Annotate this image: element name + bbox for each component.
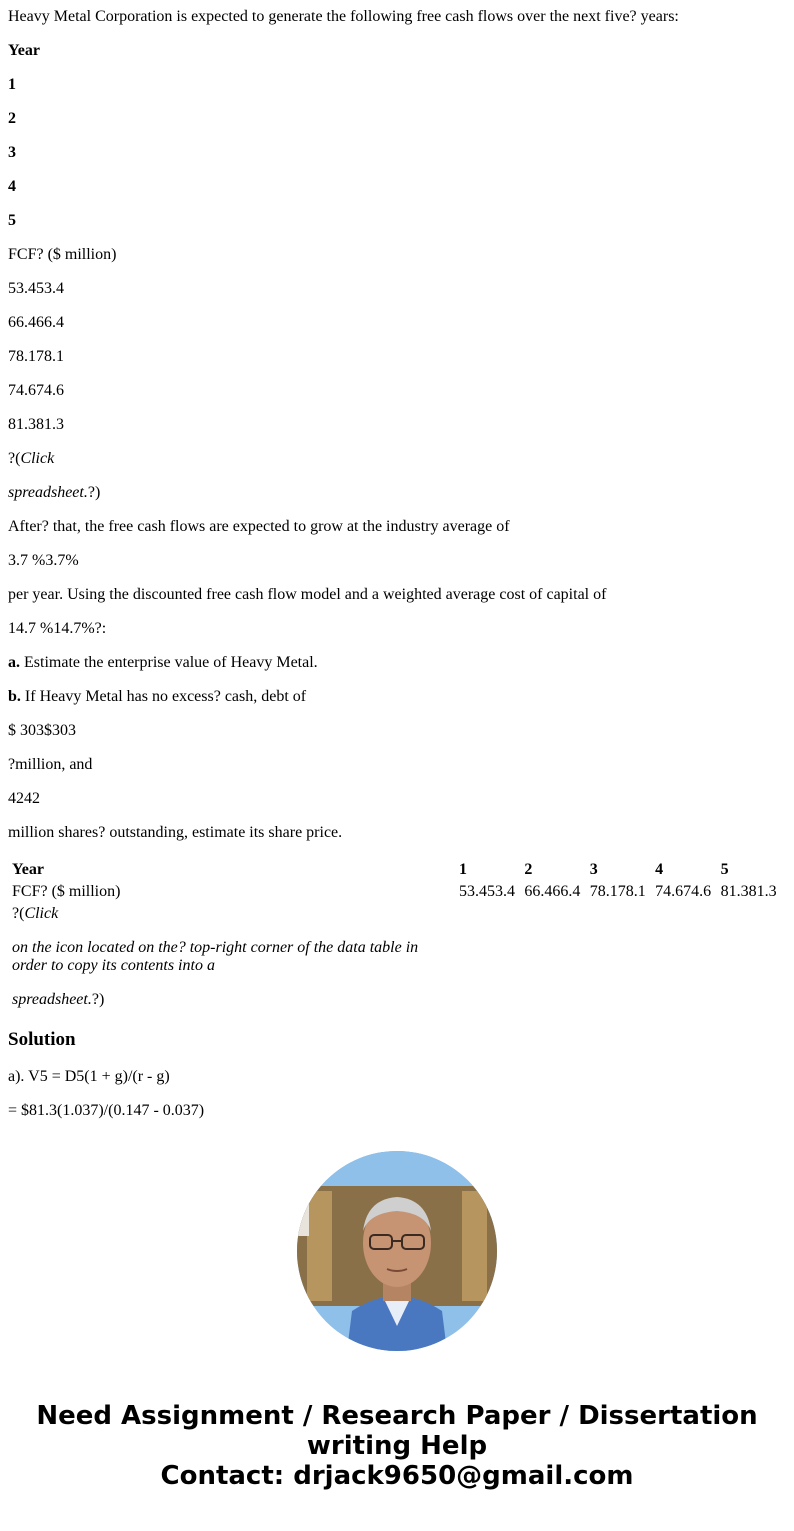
- promo-banner: [8, 1401, 786, 1491]
- table-note-middle: on the icon located on the? top-right corner of the data table in order to copy its contents into a: [12, 939, 419, 974]
- growth-intro: After? that, the free cash flows are expected to grow at the industry average of: [8, 518, 510, 535]
- fcf-label: FCF? ($ million): [8, 246, 117, 263]
- document-body: [0, 8, 794, 1491]
- part-b: [8, 688, 786, 706]
- wacc-value: 14.7 %14.7%?:: [8, 620, 107, 637]
- table-fcf-4: 74.674.6: [655, 883, 712, 900]
- fcf-table: [9, 858, 785, 1012]
- year-5: 5: [8, 212, 16, 229]
- table-note-cell: [11, 904, 456, 1010]
- promo-line-1: Need Assignment / Research Paper / Dissertation: [36, 1401, 758, 1431]
- table-year-3: 3: [589, 861, 598, 878]
- fcf-value-3: 78.178.1: [8, 348, 64, 365]
- growth-rate: 3.7 %3.7%: [8, 552, 79, 569]
- year-1: 1: [8, 76, 16, 93]
- table-note-spreadsheet-word: spreadsheet.: [12, 991, 92, 1008]
- table-note-click-word: Click: [24, 905, 59, 922]
- part-a-label: a.: [8, 654, 20, 671]
- table-year-1: 1: [459, 861, 467, 878]
- spreadsheet-suffix: ?): [87, 484, 101, 501]
- shares-outro: million shares? outstanding, estimate its share price.: [8, 824, 343, 841]
- click-prefix: ?(: [8, 450, 21, 467]
- fcf-value-1: 53.453.4: [8, 280, 64, 297]
- solution-line-1: a). V5 = D5(1 + g)/(r - g): [8, 1068, 170, 1085]
- table-fcf-1: 53.453.4: [459, 883, 515, 900]
- table-note-suffix: ?): [91, 991, 105, 1008]
- year-3: 3: [8, 144, 16, 161]
- wacc-intro: per year. Using the discounted free cash flow model and a weighted average cost of capital of: [8, 586, 607, 603]
- table-year-5: 5: [720, 861, 729, 878]
- table-row: [11, 882, 783, 902]
- table-fcf-5: 81.381.3: [720, 883, 777, 900]
- fcf-value-4: 74.674.6: [8, 382, 64, 399]
- table-year-4: 4: [655, 861, 664, 878]
- fcf-value-2: 66.466.4: [8, 314, 64, 331]
- table-note-click: [12, 905, 455, 923]
- debt-value: $ 303$303: [8, 722, 76, 739]
- solution-heading: Solution: [8, 1029, 76, 1050]
- year-label: Year: [8, 42, 40, 59]
- table-fcf-3: 78.178.1: [589, 883, 646, 900]
- part-a-text: Estimate the enterprise value of Heavy Metal.: [20, 654, 318, 671]
- part-b-label: b.: [8, 688, 21, 705]
- click-note: [8, 450, 786, 468]
- table-row: [11, 904, 783, 1010]
- promo-contact: Contact: drjack9650@gmail.com: [160, 1461, 634, 1491]
- click-word: Click: [20, 450, 55, 467]
- table-note-spreadsheet: [12, 991, 455, 1009]
- spreadsheet-word: spreadsheet.: [8, 484, 88, 501]
- author-photo: [297, 1151, 497, 1351]
- promo-line-2: writing Help: [306, 1431, 488, 1461]
- table-row: [11, 860, 783, 880]
- million-and: ?million, and: [8, 756, 93, 773]
- question-intro: Heavy Metal Corporation is expected to generate the following free cash flows over the next five? years:: [8, 8, 679, 25]
- fcf-value-5: 81.381.3: [8, 416, 64, 433]
- table-year-2: 2: [524, 861, 533, 878]
- solution-line-2: = $81.3(1.037)/(0.147 - 0.037): [8, 1102, 205, 1119]
- part-a: [8, 654, 786, 672]
- table-year-label: Year: [12, 861, 44, 878]
- table-fcf-label: FCF? ($ million): [12, 883, 121, 900]
- spreadsheet-note: [8, 484, 786, 502]
- year-2: 2: [8, 110, 16, 127]
- table-fcf-2: 66.466.4: [524, 883, 581, 900]
- table-note-prefix: ?(: [12, 905, 25, 922]
- part-b-text: If Heavy Metal has no excess? cash, debt of: [20, 688, 307, 705]
- year-4: 4: [8, 178, 16, 195]
- shares-value: 4242: [8, 790, 40, 807]
- portrait-image: [297, 1151, 497, 1351]
